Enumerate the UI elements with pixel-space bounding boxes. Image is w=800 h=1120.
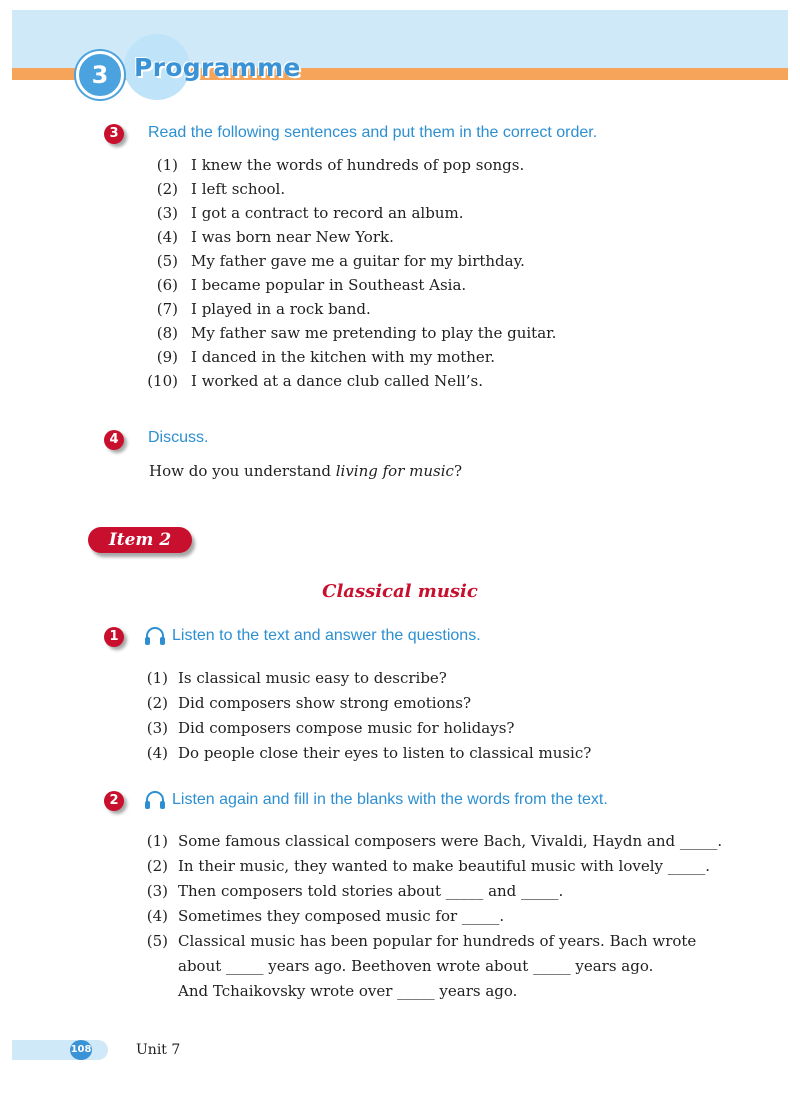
listening-1-instruction: Listen to the text and answer the questions. [172, 627, 481, 644]
listening-2-badge: 2 [104, 791, 124, 811]
exercise-4-instruction: Discuss. [148, 429, 209, 446]
listening-1-badge: 1 [104, 627, 124, 647]
listening-2-instruction: Listen again and fill in the blanks with the words from the text. [172, 791, 608, 808]
item-2-label: Item 2 [88, 527, 192, 553]
page-number: 108 [70, 1040, 92, 1060]
exercise-4-badge: 4 [104, 430, 124, 450]
unit-label: Unit 7 [136, 1042, 181, 1058]
section-title: Programme [134, 53, 301, 82]
footer-bar [12, 1040, 108, 1060]
discussion-question: How do you understand living for music? [149, 462, 462, 480]
item-2-title: Classical music [322, 581, 478, 602]
discussion-italic-phrase: living for music [335, 462, 454, 480]
section-number-badge: 3 [76, 51, 124, 99]
headphones-icon [144, 790, 166, 810]
exercise-3-instruction: Read the following sentences and put them in the correct order. [148, 124, 598, 141]
headphones-icon [144, 626, 166, 646]
exercise-3-badge: 3 [104, 124, 124, 144]
